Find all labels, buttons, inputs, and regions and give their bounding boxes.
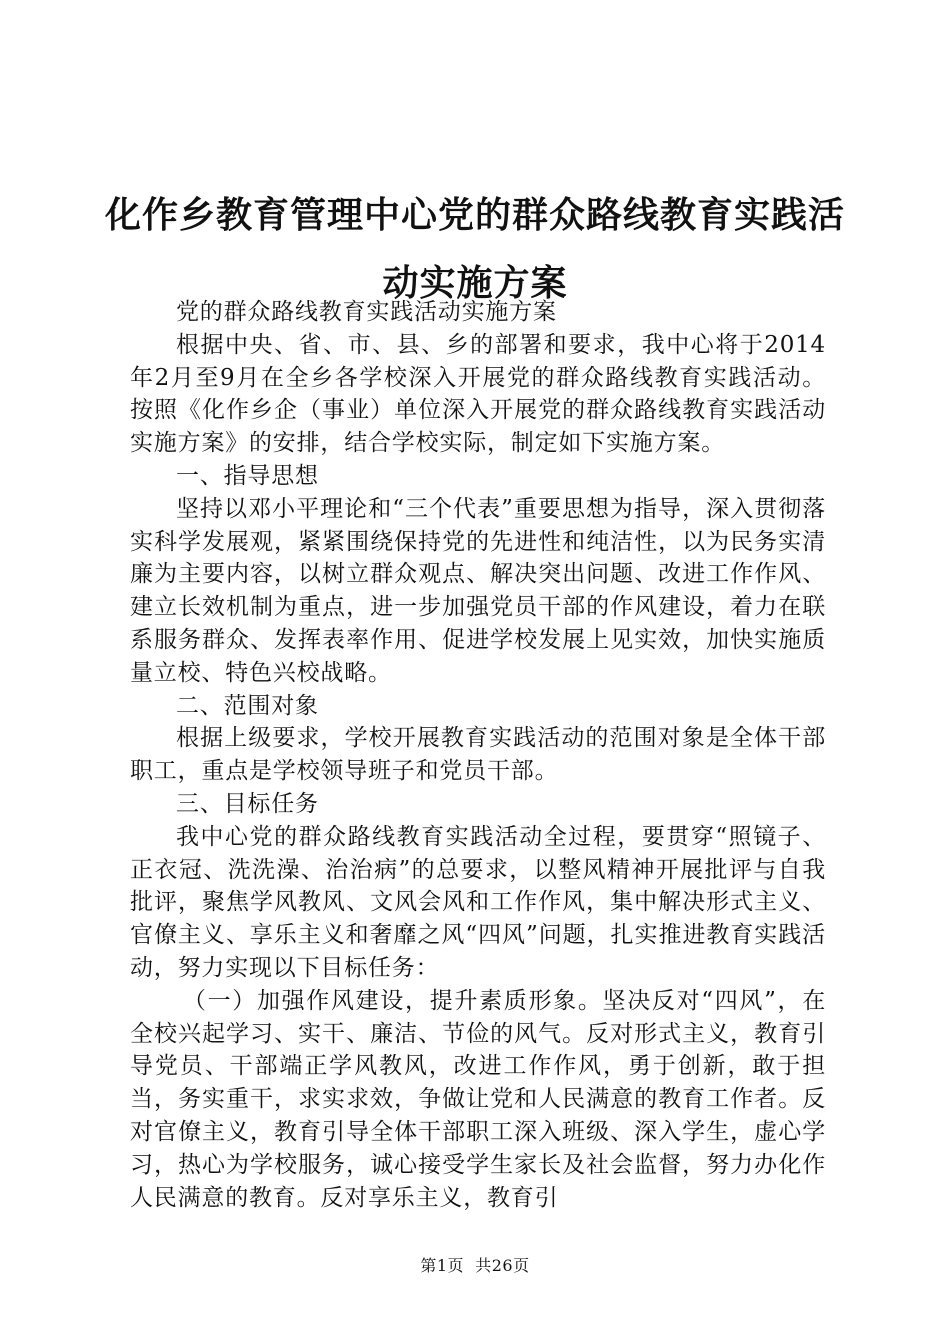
paragraph: 根据上级要求，学校开展教育实践活动的范围对象是全体干部职工，重点是学校领导班子和党员干部。 bbox=[130, 725, 826, 785]
subsection-paragraph: （一）加强作风建设，提升素质形象。坚决反对“四风”，在全校兴起学习、实干、廉洁、节俭的风气。反对形式主义，教育引导党员、干部端正学风教风，改进工作作风，勇于创新，敢于担当，务实重干，求实求效，争做让党和人民满意的教育工作者。反对官僚主义，教育引导全体干部职工深入班级、深入学生，虚心学习，热心为学校服务，诚心接受学生家长及社会监督，努力办化作人民满意的教育。反对享乐主义，教育引 bbox=[130, 987, 826, 1211]
document-body bbox=[130, 296, 826, 1214]
section-heading: 三、目标任务 bbox=[176, 790, 319, 817]
document-title: 化作乡教育管理中心党的群众路线教育实践活动实施方案 bbox=[104, 195, 845, 304]
paragraph: 我中心党的群众路线教育实践活动全过程，要贯穿“照镜子、正衣冠、洗洗澡、治治病”的总要求，以整风精神开展批评与自我批评，聚焦学风教风、文风会风和工作作风，集中解决形式主义、官僚主义、享乐主义和奢靡之风“四风”问题，扎实推进教育实践活动，努力实现以下目标任务： bbox=[130, 823, 826, 981]
section-heading: 一、指导思想 bbox=[176, 462, 319, 489]
page-footer bbox=[0, 1253, 950, 1276]
paragraph-heading: 党的群众路线教育实践活动实施方案 bbox=[176, 299, 557, 325]
paragraph: 坚持以邓小平理论和“三个代表”重要思想为指导，深入贯彻落实科学发展观，紧紧围绕保持党的先进性和纯洁性，以为民务实清廉为主要内容，以树立群众观点、解决突出问题、改进工作作风、建立长效机制为重点，进一步加强党员干部的作风建设，着力在联系服务群众、发挥表率作用、促进学校发展上见实效，加快实施质量立校、特色兴校战略。 bbox=[130, 495, 826, 686]
paragraph: 根据中央、省、市、县、乡的部署和要求，我中心将于2014年2月至9月在全乡各学校深入开展党的群众路线教育实践活动。按照《化作乡企（事业）单位深入开展党的群众路线教育实践活动实施方案》的安排，结合学校实际，制定如下实施方案。 bbox=[130, 331, 826, 457]
page-number: 第1页 bbox=[420, 1256, 465, 1275]
section-heading: 二、范围对象 bbox=[176, 692, 319, 719]
page-total: 共26页 bbox=[475, 1256, 530, 1275]
